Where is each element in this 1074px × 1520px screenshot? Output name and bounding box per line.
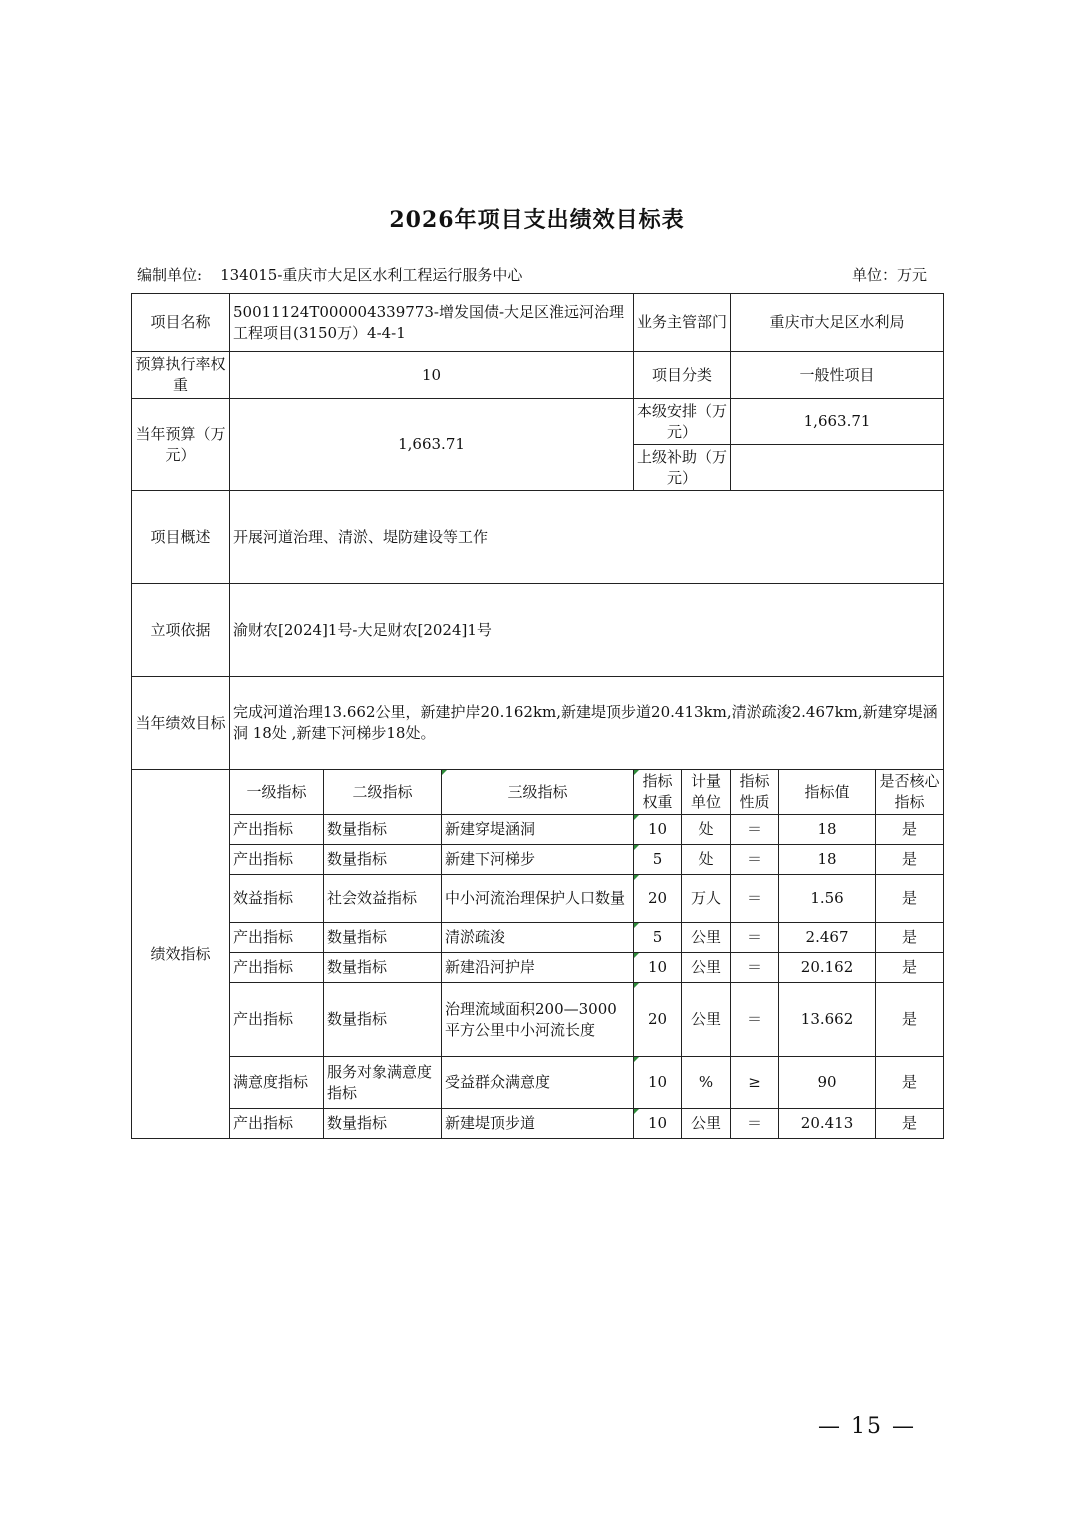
row-unit: 公里 [682, 983, 731, 1057]
project-name-label: 项目名称 [132, 294, 230, 352]
row-value: 20.162 [779, 953, 876, 983]
row-level2: 服务对象满意度指标 [324, 1057, 442, 1109]
table-row [132, 983, 944, 1057]
table-row [132, 815, 944, 845]
row-core: 是 [876, 923, 944, 953]
row-level2: 社会效益指标 [324, 875, 442, 923]
row-level3: 新建沿河护岸 [442, 953, 634, 983]
row-weight: 10 [634, 1109, 682, 1139]
row-unit: % [682, 1057, 731, 1109]
row-core: 是 [876, 983, 944, 1057]
row-value: 18 [779, 815, 876, 845]
row-level1: 产出指标 [230, 953, 324, 983]
row-weight: 5 [634, 845, 682, 875]
row-nature: ＝ [731, 845, 779, 875]
indicators-section-label: 绩效指标 [132, 770, 230, 1139]
row-level1: 效益指标 [230, 875, 324, 923]
row-level2: 数量指标 [324, 815, 442, 845]
subsidy-value [731, 445, 944, 491]
table-row [132, 1057, 944, 1109]
row-value: 20.413 [779, 1109, 876, 1139]
row-core: 是 [876, 815, 944, 845]
basis-value: 渝财农[2024]1号-大足财农[2024]1号 [230, 584, 944, 677]
row-nature: ＝ [731, 923, 779, 953]
row-level3: 中小河流治理保护人口数量 [442, 875, 634, 923]
performance-target-table [131, 293, 944, 1139]
subsidy-label: 上级补助（万元） [634, 445, 731, 491]
row-level1: 满意度指标 [230, 1057, 324, 1109]
header-value: 指标值 [779, 770, 876, 815]
compiling-unit-label: 编制单位: [137, 266, 203, 284]
row-weight: 10 [634, 953, 682, 983]
table-row [132, 875, 944, 923]
row-nature: ＝ [731, 1109, 779, 1139]
header-core: 是否核心指标 [876, 770, 944, 815]
annual-goal-value: 完成河道治理13.662公里，新建护岸20.162km,新建堤顶步道20.413km,清淤疏浚2.467km,新建穿堤涵洞 18处 ,新建下河梯步18处。 [230, 677, 944, 770]
row-level3: 清淤疏浚 [442, 923, 634, 953]
currency-unit: 单位：万元 [852, 266, 928, 284]
row-weight: 20 [634, 983, 682, 1057]
row-nature: ≥ [731, 1057, 779, 1109]
row-unit: 处 [682, 845, 731, 875]
overview-value: 开展河道治理、清淤、堤防建设等工作 [230, 491, 944, 584]
budget-label: 当年预算（万元） [132, 399, 230, 491]
row-core: 是 [876, 953, 944, 983]
compiling-unit-value: 134015-重庆市大足区水利工程运行服务中心 [220, 266, 523, 284]
row-nature: ＝ [731, 953, 779, 983]
row-unit: 公里 [682, 923, 731, 953]
row-level1: 产出指标 [230, 923, 324, 953]
row-level3: 治理流域面积200—3000平方公里中小河流长度 [442, 983, 634, 1057]
table-row [132, 923, 944, 953]
row-level3: 新建下河梯步 [442, 845, 634, 875]
header-level1: 一级指标 [230, 770, 324, 815]
row-unit: 公里 [682, 953, 731, 983]
row-nature: ＝ [731, 815, 779, 845]
local-allocation-value: 1,663.71 [731, 399, 944, 445]
row-level3: 新建穿堤涵洞 [442, 815, 634, 845]
header-weight: 指标权重 [634, 770, 682, 815]
project-name-value: 50011124T000004339773-增发国债-大足区淮远河治理工程项目(3150万）4-4-1 [230, 294, 634, 352]
row-level2: 数量指标 [324, 983, 442, 1057]
category-label: 项目分类 [634, 352, 731, 399]
row-value: 2.467 [779, 923, 876, 953]
row-level1: 产出指标 [230, 1109, 324, 1139]
row-level2: 数量指标 [324, 923, 442, 953]
row-value: 1.56 [779, 875, 876, 923]
page-title: 2026年项目支出绩效目标表 [389, 207, 685, 233]
table-row [132, 1109, 944, 1139]
row-level1: 产出指标 [230, 845, 324, 875]
budget-value: 1,663.71 [230, 399, 634, 491]
row-level3: 新建堤顶步道 [442, 1109, 634, 1139]
header-level2: 二级指标 [324, 770, 442, 815]
row-weight: 20 [634, 875, 682, 923]
exec-weight-value: 10 [230, 352, 634, 399]
row-core: 是 [876, 1109, 944, 1139]
table-row [132, 845, 944, 875]
row-core: 是 [876, 845, 944, 875]
header-unit: 计量单位 [682, 770, 731, 815]
local-allocation-label: 本级安排（万元） [634, 399, 731, 445]
row-unit: 万人 [682, 875, 731, 923]
row-nature: ＝ [731, 983, 779, 1057]
basis-label: 立项依据 [132, 584, 230, 677]
table-row [132, 953, 944, 983]
row-level1: 产出指标 [230, 815, 324, 845]
compiling-unit [137, 264, 522, 285]
row-nature: ＝ [731, 875, 779, 923]
department-label: 业务主管部门 [634, 294, 731, 352]
page-number: — 15 — [818, 1414, 916, 1439]
category-value: 一般性项目 [731, 352, 944, 399]
row-level2: 数量指标 [324, 953, 442, 983]
row-value: 13.662 [779, 983, 876, 1057]
row-core: 是 [876, 1057, 944, 1109]
row-value: 90 [779, 1057, 876, 1109]
exec-weight-label: 预算执行率权重 [132, 352, 230, 399]
row-level1: 产出指标 [230, 983, 324, 1057]
row-level3: 受益群众满意度 [442, 1057, 634, 1109]
header-level3: 三级指标 [442, 770, 634, 815]
header-nature: 指标性质 [731, 770, 779, 815]
row-value: 18 [779, 845, 876, 875]
row-weight: 10 [634, 815, 682, 845]
row-level2: 数量指标 [324, 1109, 442, 1139]
row-weight: 10 [634, 1057, 682, 1109]
department-value: 重庆市大足区水利局 [731, 294, 944, 352]
row-unit: 公里 [682, 1109, 731, 1139]
overview-label: 项目概述 [132, 491, 230, 584]
annual-goal-label: 当年绩效目标 [132, 677, 230, 770]
row-unit: 处 [682, 815, 731, 845]
row-core: 是 [876, 875, 944, 923]
row-weight: 5 [634, 923, 682, 953]
row-level2: 数量指标 [324, 845, 442, 875]
